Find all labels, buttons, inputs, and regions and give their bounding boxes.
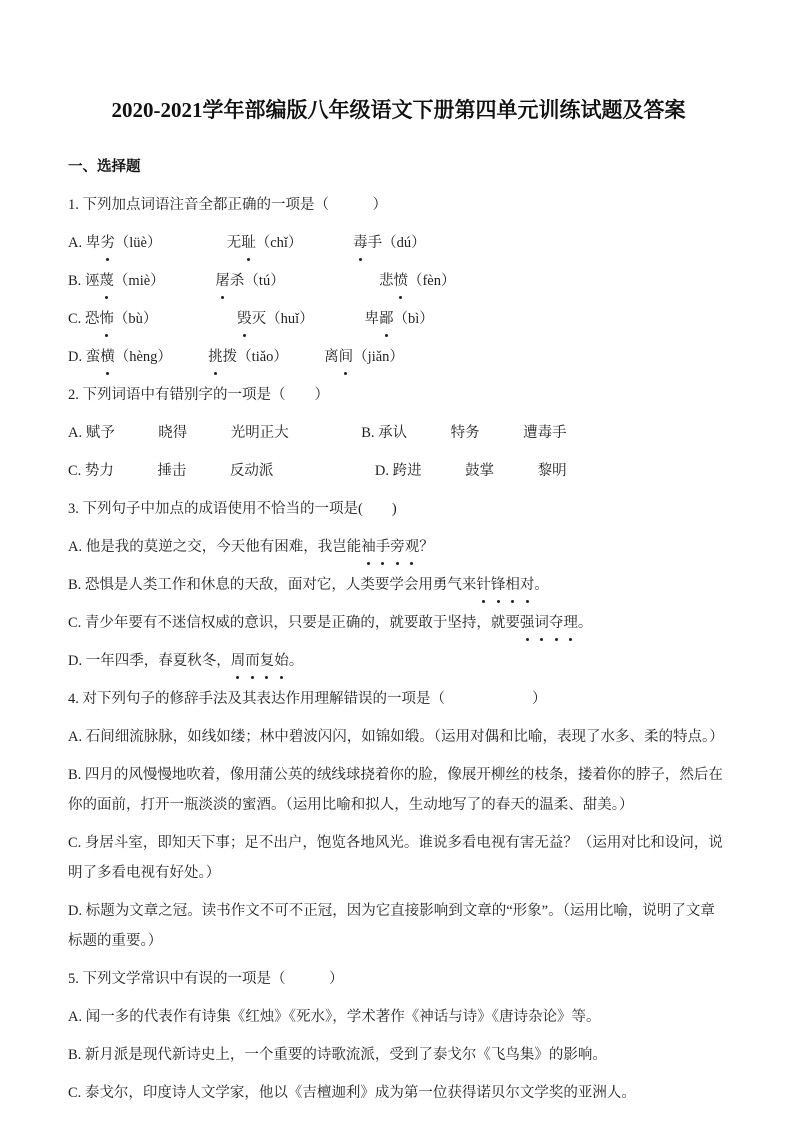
question-3-option-b: B. 恐惧是人类工作和休息的天敌，面对它，人类要学会用勇气来针锋相对。 xyxy=(68,570,729,600)
question-5-option-b: B. 新月派是现代新诗史上，一个重要的诗歌流派，受到了泰戈尔《飞鸟集》的影响。 xyxy=(68,1047,607,1064)
emphasis-dotted-char: 强 xyxy=(520,608,535,638)
emphasis-dotted-char: 锋 xyxy=(491,570,506,600)
emphasis-dotted-char: 愤 xyxy=(393,266,408,296)
question-3-option-c: C. 青少年要有不迷信权威的意识，只要是正确的，就要敢于坚持，就要强词夺理。 xyxy=(68,608,729,638)
question-4-stem: 4. 对下列句子的修辞手法及其表达作用理解错误的一项是（ ） xyxy=(68,691,547,708)
question-4-option-c: C. 身居斗室，即知天下事；足不出户，饱览各地风光。谁说多看电视有害无益？（运用对比和设问，说明了多看电视有好处。） xyxy=(68,835,723,882)
emphasis-dotted-char: 理 xyxy=(563,608,578,638)
question-3-option-d: D. 一年四季，春夏秋冬，周而复始。 xyxy=(68,646,729,676)
question-1-option-c: C. 恐怖（bù） 毁灭（huǐ） 卑鄙（bì） xyxy=(68,304,729,334)
emphasis-dotted-char: 旁 xyxy=(390,532,405,562)
question-4-option-b: B. 四月的风慢慢地吹着，像用蒲公英的绒线球挠着你的脸，像展开柳丝的枝条，搂着你的脖子，然后在你的面前，打开一瓶淡淡的蜜酒。（运用比喻和拟人，生动地写了的春天的温柔、甜美。） xyxy=(68,767,723,814)
emphasis-dotted-char: 鄙 xyxy=(379,304,394,334)
emphasis-dotted-char: 而 xyxy=(245,646,260,676)
emphasis-dotted-char: 袖 xyxy=(361,532,376,562)
emphasis-dotted-char: 屠 xyxy=(215,266,230,296)
emphasis-dotted-char: 针 xyxy=(476,570,491,600)
emphasis-dotted-char: 间 xyxy=(339,342,354,372)
emphasis-dotted-char: 耻 xyxy=(241,228,256,258)
emphasis-dotted-char: 对 xyxy=(520,570,535,600)
question-4-option-a: A. 石间细流脉脉，如线如缕；林中碧波闪闪，如锦如缎。（运用对偶和比喻，表现了水多、柔的特点。） xyxy=(68,729,724,746)
question-5-stem: 5. 下列文学常识中有误的一项是（ ） xyxy=(68,971,344,988)
emphasis-dotted-char: 横 xyxy=(100,342,115,372)
question-2-stem: 2. 下列词语中有错别字的一项是（ ） xyxy=(68,387,329,404)
question-1-stem: 1. 下列加点词语注音全都正确的一项是（ ） xyxy=(68,197,387,214)
document-title: 2020-2021学年部编版八年级语文下册第四单元训练试题及答案 xyxy=(111,98,686,122)
emphasis-dotted-char: 手 xyxy=(376,532,391,562)
emphasis-dotted-char: 复 xyxy=(260,646,275,676)
question-4-option-d: D. 标题为文章之冠。读书作文不可不正冠，因为它直接影响到文章的“形象”。（运用比喻，说明了文章标题的重要。） xyxy=(68,903,715,950)
question-5-option-a: A. 闻一多的代表作有诗集《红烛》《死水》，学术著作《神话与诗》《唐诗杂论》等。 xyxy=(68,1009,601,1026)
emphasis-dotted-char: 始 xyxy=(274,646,289,676)
emphasis-dotted-char: 相 xyxy=(505,570,520,600)
emphasis-dotted-char: 周 xyxy=(231,646,246,676)
emphasis-dotted-char: 毁 xyxy=(237,304,252,334)
question-3-option-a: A. 他是我的莫逆之交，今天他有困难，我岂能袖手旁观？ xyxy=(68,532,729,562)
question-2-options-ab: A. 赋予 晓得 光明正大 B. 承认 特务 遭毒手 xyxy=(68,425,567,442)
emphasis-dotted-char: 劣 xyxy=(100,228,115,258)
question-3-stem: 3. 下列句子中加点的成语使用不恰当的一项是( ) xyxy=(68,501,397,518)
question-1-option-d: D. 蛮横（hèng） 挑拨（tiǎo） 离间（jiǎn） xyxy=(68,342,729,372)
question-5-option-c: C. 泰戈尔，印度诗人文学家，他以《吉檀迦利》成为第一位获得诺贝尔文学奖的亚洲人。 xyxy=(68,1085,636,1102)
question-1-option-a: A. 卑劣（lüè） 无耻（chǐ） 毒手（dú） xyxy=(68,228,729,258)
section-heading-choice-questions: 一、选择题 xyxy=(68,159,141,176)
emphasis-dotted-char: 蔑 xyxy=(99,266,114,296)
emphasis-dotted-char: 词 xyxy=(534,608,549,638)
question-2-options-cd: C. 势力 捶击 反动派 D. 跨进 鼓掌 黎明 xyxy=(68,463,567,480)
emphasis-dotted-char: 毒 xyxy=(353,228,368,258)
emphasis-dotted-char: 观 xyxy=(405,532,420,562)
emphasis-dotted-char: 夺 xyxy=(549,608,564,638)
emphasis-dotted-char: 怖 xyxy=(99,304,114,334)
question-1-option-b: B. 诬蔑（miè） 屠杀（tú） 悲愤（fèn） xyxy=(68,266,729,296)
emphasis-dotted-char: 挑 xyxy=(208,342,223,372)
document-body xyxy=(68,152,729,1108)
